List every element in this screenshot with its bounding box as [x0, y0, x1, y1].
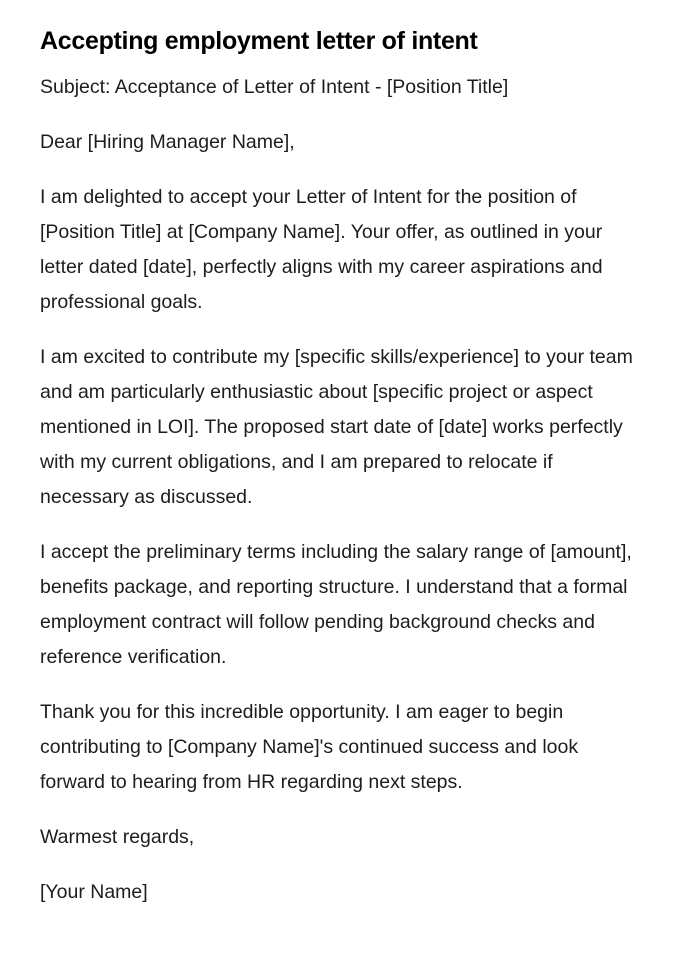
letter-closing: Warmest regards, — [40, 826, 195, 848]
letter-paragraph-2: I am excited to contribute my [specific skills/experience] to your team and am particularly enthusiastic about [specific project or aspect mentioned in LOI]. The proposed start date of [date] works perfectly with my current obligations, and I am prepared to relocate if necessary as discussed. — [40, 346, 633, 508]
letter-subject: Subject: Acceptance of Letter of Intent - [Position Title] — [40, 76, 509, 98]
letter-paragraph-3: I accept the preliminary terms including the salary range of [amount], benefits package, and reporting structure. I understand that a formal employment contract will follow pending background checks and reference verification. — [40, 541, 632, 668]
letter-paragraph-4: Thank you for this incredible opportunity. I am eager to begin contributing to [Company Name]'s continued success and look forward to hearing from HR regarding next steps. — [40, 701, 579, 793]
letter-salutation: Dear [Hiring Manager Name], — [40, 131, 295, 153]
letter-paragraph-1: I am delighted to accept your Letter of Intent for the position of [Position Title] at [Company Name]. Your offer, as outlined in your letter dated [date], perfectly aligns with my career aspirations and professional goals. — [40, 186, 603, 313]
letter-signature: [Your Name] — [40, 881, 148, 903]
letter-title: Accepting employment letter of intent — [40, 27, 478, 55]
